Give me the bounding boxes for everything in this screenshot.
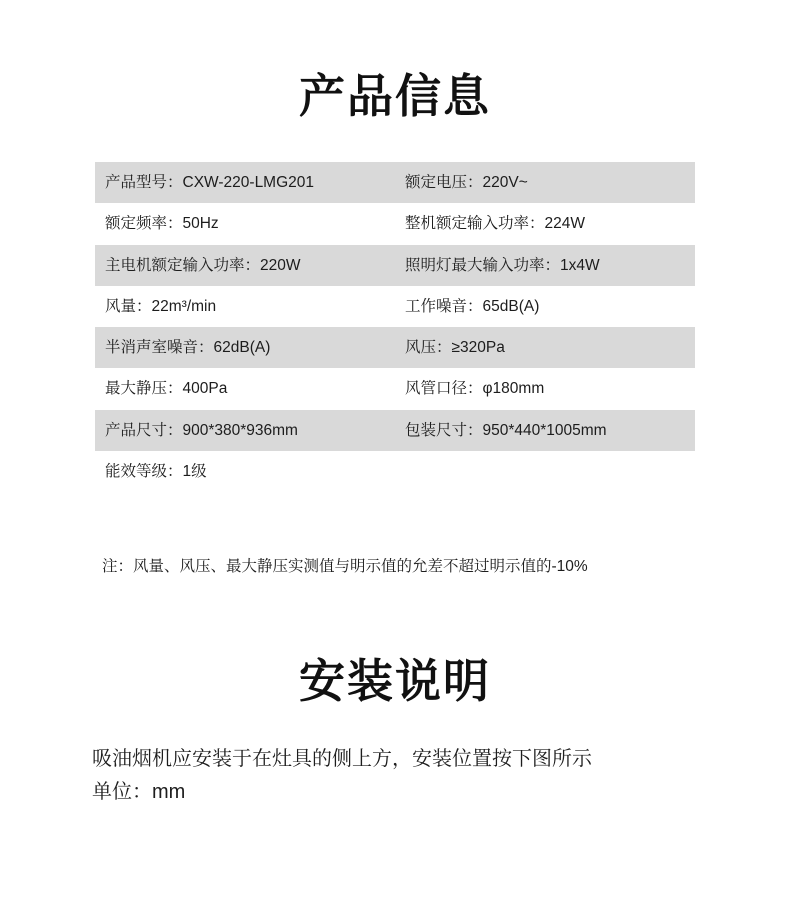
spec-cell: 额定频率：50Hz <box>95 203 395 244</box>
product-info-title: 产品信息 <box>299 68 491 123</box>
specifications-table-body <box>95 162 695 492</box>
spec-cell <box>395 451 695 492</box>
spec-cell: 照明灯最大输入功率：1x4W <box>395 245 695 286</box>
table-row <box>95 162 695 203</box>
table-row <box>95 286 695 327</box>
specifications-note: 注：风量、风压、最大静压实测值与明示值的允差不超过明示值的-10% <box>102 558 588 575</box>
spec-cell: 主电机额定输入功率：220W <box>95 245 395 286</box>
table-row <box>95 368 695 409</box>
spec-cell: 工作噪音：65dB(A) <box>395 286 695 327</box>
installation-title: 安装说明 <box>299 654 491 708</box>
table-row <box>95 410 695 451</box>
installation-description <box>0 743 790 809</box>
installation-unit-line: 单位：mm <box>92 781 186 804</box>
table-row <box>95 245 695 286</box>
spec-cell: 半消声室噪音：62dB(A) <box>95 327 395 368</box>
table-row <box>95 451 695 492</box>
product-detail-page <box>0 31 790 921</box>
spec-cell: 额定电压：220V~ <box>395 162 695 203</box>
installation-line-1: 吸油烟机应安装于在灶具的侧上方，安装位置按下图所示 <box>92 748 592 771</box>
spec-cell: 风量：22m³/min <box>95 286 395 327</box>
spec-cell: 风压：≥320Pa <box>395 327 695 368</box>
spec-cell: 整机额定输入功率：224W <box>395 203 695 244</box>
table-row <box>95 203 695 244</box>
spec-cell: 产品型号：CXW-220-LMG201 <box>95 162 395 203</box>
spec-cell: 产品尺寸：900*380*936mm <box>95 410 395 451</box>
table-row <box>95 327 695 368</box>
specifications-table <box>95 162 695 492</box>
spec-cell: 最大静压：400Pa <box>95 368 395 409</box>
spec-cell: 风管口径：φ180mm <box>395 368 695 409</box>
spec-cell: 能效等级：1级 <box>95 451 395 492</box>
spec-cell: 包装尺寸：950*440*1005mm <box>395 410 695 451</box>
